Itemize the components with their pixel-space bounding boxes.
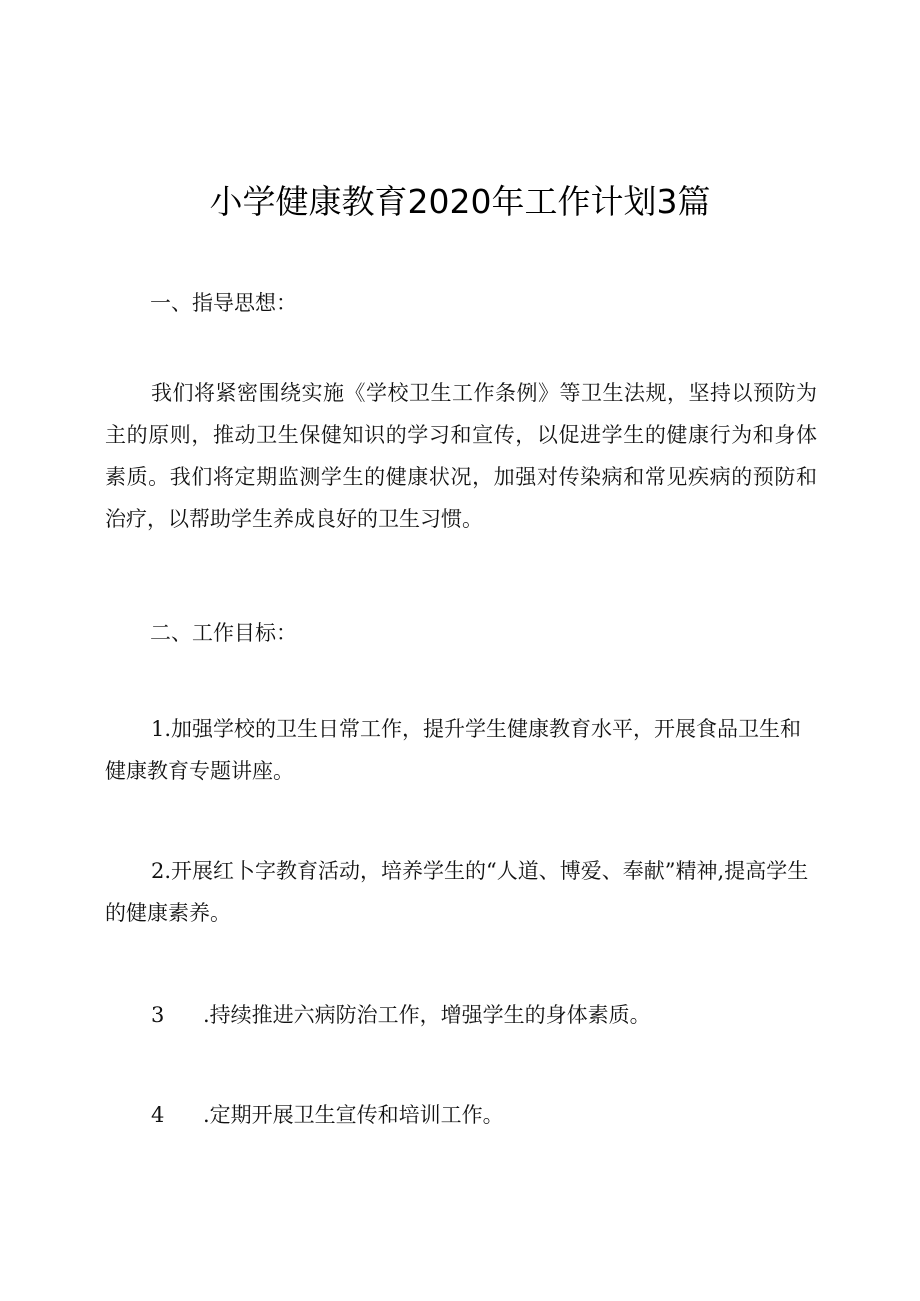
section-heading-work-goals: 二、工作目标： (150, 621, 297, 645)
goal-item-1 (105, 708, 817, 792)
document-title: 小学健康教育2020年工作计划3篇 (209, 182, 711, 221)
guiding-ideology-paragraph: 我们将紧密围绕实施《学校卫生工作条例》等卫生法规，坚持以预防为主的原则，推动卫生保健知识的学习和宣传，以促进学生的健康行为和身体素质。我们将定期监测学生的健康状况，加强对传染病和常见疾病的预防和治疗，以帮助学生养成良好的卫生习惯。 (105, 381, 817, 531)
goal-item-number: 1 (151, 717, 165, 741)
goal-item-text: .持续推进六病防治工作，增强学生的身体素质。 (203, 1003, 651, 1027)
goal-item-text: .加强学校的卫生日常工作，提升学生健康教育水平，开展食品卫生和健康教育专题讲座。 (105, 717, 802, 783)
section-heading-guiding-ideology: 一、指导思想： (150, 291, 297, 315)
goal-item-3 (105, 994, 817, 1036)
goal-item-number: 4 (151, 1103, 165, 1127)
goal-item-number: 3 (151, 1003, 165, 1027)
goal-item-4 (105, 1094, 817, 1136)
goal-item-text: .定期开展卫生宣传和培训工作。 (203, 1103, 504, 1127)
goal-item-2 (105, 850, 817, 934)
goal-item-text: .开展红卜字教育活动，培养学生的“人道、博爱、奉献”精神,提高学生的健康素养。 (105, 859, 809, 925)
goal-item-number: 2 (151, 859, 165, 883)
